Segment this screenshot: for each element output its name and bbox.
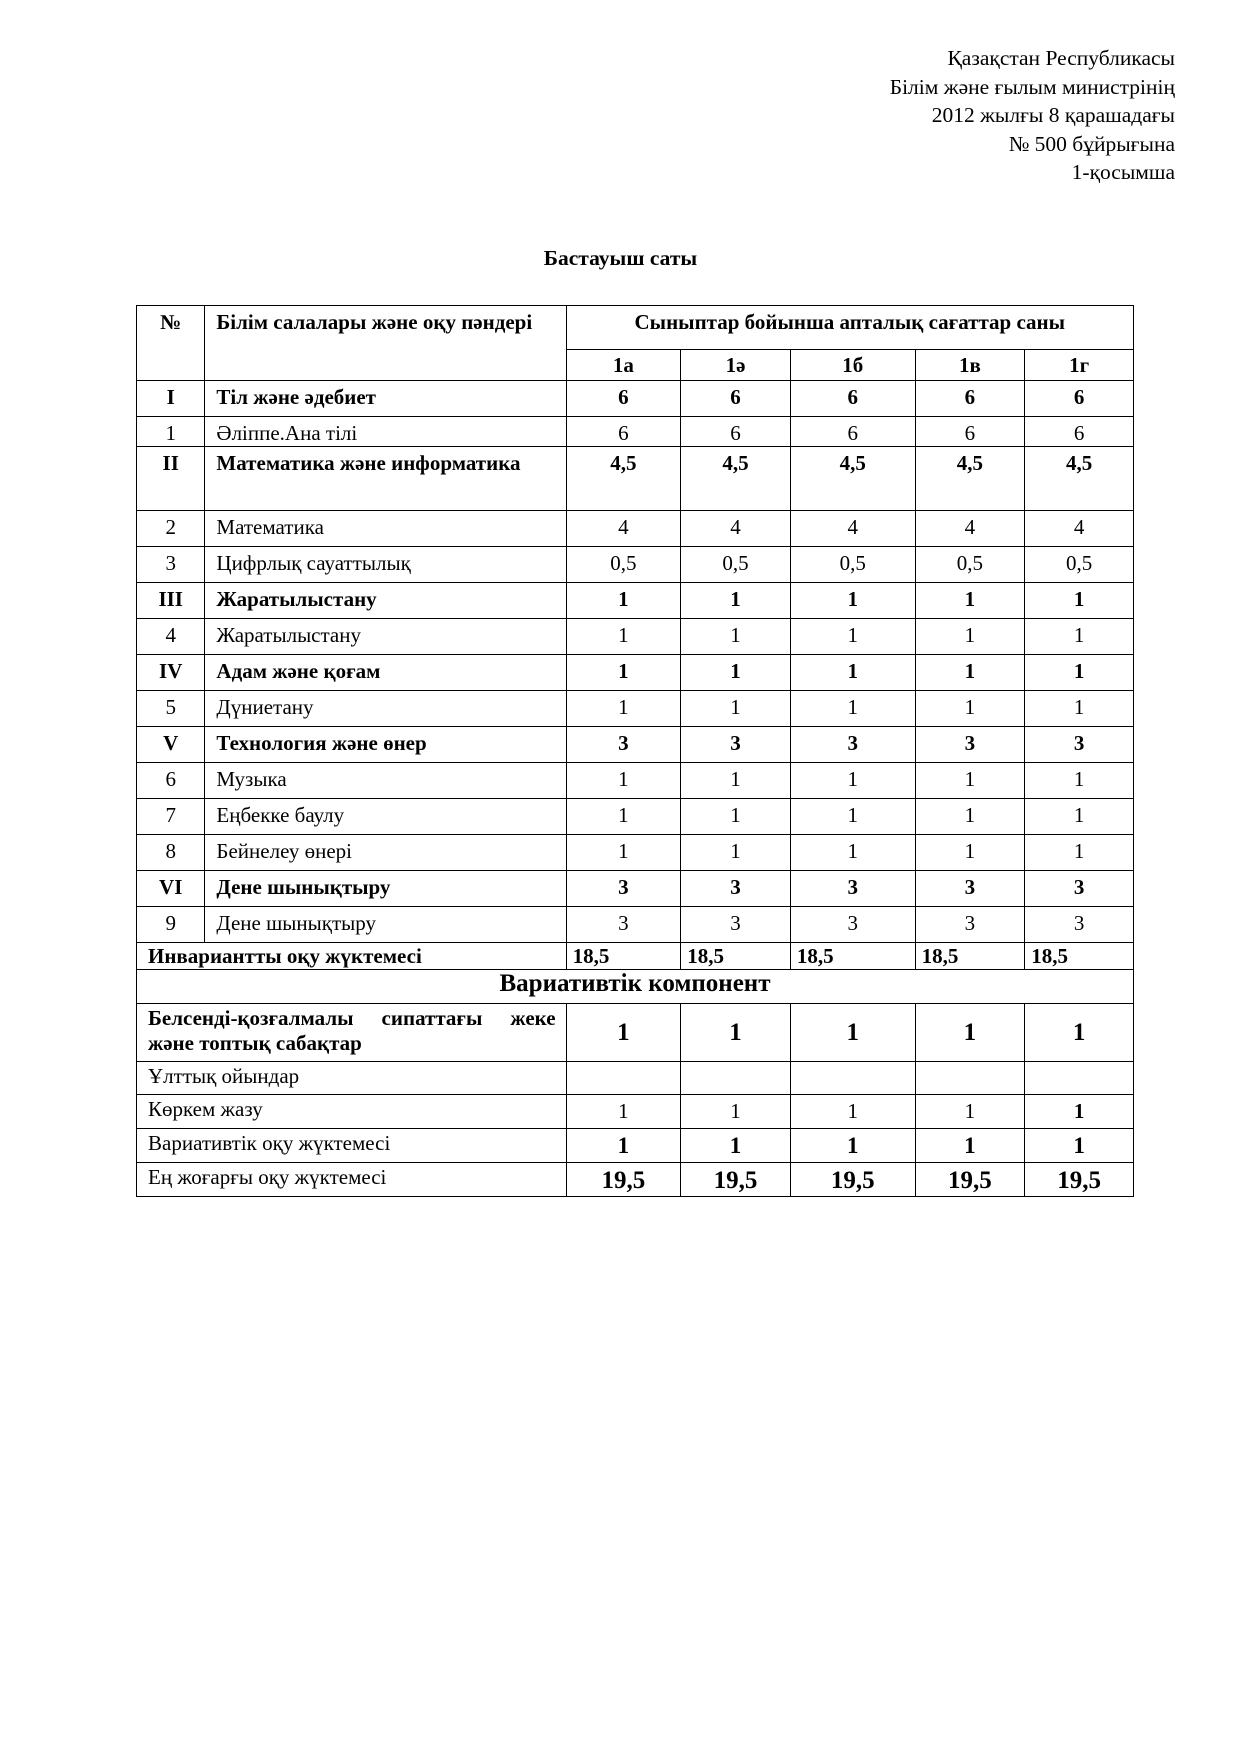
row-number: II xyxy=(137,447,205,511)
hours-cell: 4,5 xyxy=(915,447,1025,511)
hours-cell: 1 xyxy=(681,691,791,727)
invariant-total-cell: 18,5 xyxy=(790,943,915,970)
hours-cell: 6 xyxy=(915,417,1025,447)
section-row xyxy=(137,727,1134,763)
hours-cell: 3 xyxy=(790,727,915,763)
row-subject: Технология және өнер xyxy=(205,727,566,763)
hours-cell: 3 xyxy=(681,907,791,943)
class-header: 1б xyxy=(790,350,915,381)
row-number: V xyxy=(137,727,205,763)
hours-cell: 6 xyxy=(1025,381,1134,417)
row-subject: Бейнелеу өнері xyxy=(205,835,566,871)
subject-row xyxy=(137,417,1134,447)
hours-cell: 3 xyxy=(790,907,915,943)
row-subject: Жаратылыстану xyxy=(205,583,566,619)
hours-cell: 6 xyxy=(681,381,791,417)
max-total-cell: 19,5 xyxy=(790,1163,915,1197)
hours-cell: 0,5 xyxy=(566,547,681,583)
header-line: № 500 бұйрығына xyxy=(1008,131,1175,156)
variative-row-label: Көркем жазу xyxy=(137,1095,567,1129)
hours-cell: 1 xyxy=(566,583,681,619)
row-number: I xyxy=(137,381,205,417)
hours-cell: 1 xyxy=(790,835,915,871)
hours-cell: 6 xyxy=(915,381,1025,417)
hours-cell: 4,5 xyxy=(681,447,791,511)
hours-cell: 6 xyxy=(790,381,915,417)
invariant-total-cell: 18,5 xyxy=(1025,943,1134,970)
hours-cell: 1 xyxy=(790,655,915,691)
variative-total-row xyxy=(137,1129,1134,1163)
invariant-total-label: Инвариантты оқу жүктемесі xyxy=(137,943,567,970)
row-subject: Жаратылыстану xyxy=(205,619,566,655)
hours-cell: 1 xyxy=(915,655,1025,691)
document-header xyxy=(890,44,1175,187)
invariant-total-cell: 18,5 xyxy=(566,943,681,970)
hours-cell: 3 xyxy=(1025,727,1134,763)
class-header: 1г xyxy=(1025,350,1134,381)
subject-row xyxy=(137,619,1134,655)
variative-component-title: Вариативтік компонент xyxy=(137,970,1134,1004)
max-total-cell: 19,5 xyxy=(566,1163,681,1197)
class-header: 1в xyxy=(915,350,1025,381)
row-subject: Музыка xyxy=(205,763,566,799)
hours-cell: 1 xyxy=(1025,691,1134,727)
variative-hours-cell xyxy=(790,1062,915,1095)
col-subject-header: Білім салалары және оқу пәндері xyxy=(205,306,566,381)
max-total-label: Ең жоғарғы оқу жүктемесі xyxy=(137,1163,567,1197)
row-number: 5 xyxy=(137,691,205,727)
row-number: 4 xyxy=(137,619,205,655)
hours-cell: 3 xyxy=(566,727,681,763)
hours-cell: 1 xyxy=(1025,763,1134,799)
variative-total-cell: 1 xyxy=(681,1129,791,1163)
hours-cell: 1 xyxy=(790,691,915,727)
hours-cell: 1 xyxy=(915,799,1025,835)
variative-hours-cell: 1 xyxy=(1025,1095,1134,1129)
hours-cell: 1 xyxy=(790,583,915,619)
variative-hours-cell: 1 xyxy=(681,1004,791,1062)
row-subject: Тіл және әдебиет xyxy=(205,381,566,417)
col-num-header: № xyxy=(137,306,205,381)
variative-total-cell: 1 xyxy=(915,1129,1025,1163)
subject-row xyxy=(137,907,1134,943)
hours-cell: 1 xyxy=(1025,655,1134,691)
section-row xyxy=(137,381,1134,417)
hours-cell: 3 xyxy=(566,871,681,907)
max-total-cell: 19,5 xyxy=(681,1163,791,1197)
hours-cell: 1 xyxy=(915,835,1025,871)
hours-cell: 1 xyxy=(681,583,791,619)
header-line: Білім және ғылым министрінің xyxy=(889,74,1175,99)
variative-row xyxy=(137,1062,1134,1095)
hours-cell: 0,5 xyxy=(790,547,915,583)
hours-cell: 1 xyxy=(566,619,681,655)
hours-cell: 3 xyxy=(915,907,1025,943)
hours-cell: 6 xyxy=(566,381,681,417)
invariant-total-cell: 18,5 xyxy=(915,943,1025,970)
hours-cell: 1 xyxy=(681,655,791,691)
variative-row xyxy=(137,1095,1134,1129)
hours-cell: 1 xyxy=(566,655,681,691)
hours-cell: 4 xyxy=(681,511,791,547)
subject-row xyxy=(137,511,1134,547)
max-total-cell: 19,5 xyxy=(915,1163,1025,1197)
hours-cell: 1 xyxy=(790,763,915,799)
variative-hours-cell: 1 xyxy=(566,1095,681,1129)
subject-row xyxy=(137,691,1134,727)
hours-cell: 3 xyxy=(1025,871,1134,907)
section-row xyxy=(137,447,1134,511)
row-subject: Әліппе.Ана тілі xyxy=(205,417,566,447)
hours-cell: 4,5 xyxy=(1025,447,1134,511)
hours-cell: 4 xyxy=(566,511,681,547)
invariant-total-row xyxy=(137,943,1134,970)
hours-cell: 1 xyxy=(681,799,791,835)
hours-cell: 6 xyxy=(566,417,681,447)
hours-cell: 1 xyxy=(1025,619,1134,655)
hours-cell: 1 xyxy=(915,583,1025,619)
variative-hours-cell: 1 xyxy=(915,1095,1025,1129)
hours-cell: 1 xyxy=(566,799,681,835)
variative-hours-cell xyxy=(566,1062,681,1095)
row-number: 3 xyxy=(137,547,205,583)
row-number: 9 xyxy=(137,907,205,943)
row-number: 2 xyxy=(137,511,205,547)
variative-hours-cell: 1 xyxy=(1025,1004,1134,1062)
col-hours-group-header: Сыныптар бойынша апталық сағаттар саны xyxy=(566,306,1133,350)
hours-cell: 1 xyxy=(1025,835,1134,871)
row-subject: Цифрлық сауаттылық xyxy=(205,547,566,583)
subject-row xyxy=(137,763,1134,799)
variative-hours-cell: 1 xyxy=(566,1004,681,1062)
header-row xyxy=(137,306,1134,350)
row-subject: Дене шынықтыру xyxy=(205,871,566,907)
row-number: IV xyxy=(137,655,205,691)
invariant-total-cell: 18,5 xyxy=(681,943,791,970)
subject-row xyxy=(137,547,1134,583)
variative-total-cell: 1 xyxy=(1025,1129,1134,1163)
hours-cell: 3 xyxy=(790,871,915,907)
hours-cell: 3 xyxy=(915,871,1025,907)
hours-cell: 1 xyxy=(915,619,1025,655)
subject-row xyxy=(137,835,1134,871)
hours-cell: 1 xyxy=(1025,799,1134,835)
hours-cell: 0,5 xyxy=(681,547,791,583)
hours-cell: 4,5 xyxy=(790,447,915,511)
hours-cell: 4 xyxy=(1025,511,1134,547)
hours-cell: 1 xyxy=(566,835,681,871)
hours-cell: 6 xyxy=(681,417,791,447)
hours-cell: 4 xyxy=(915,511,1025,547)
row-subject: Еңбекке баулу xyxy=(205,799,566,835)
variative-hours-cell: 1 xyxy=(915,1004,1025,1062)
hours-cell: 3 xyxy=(915,727,1025,763)
document-title: Бастауыш саты xyxy=(543,246,698,270)
variative-row-label: Белсенді-қозғалмалы сипаттағы жеке және топтық сабақтар xyxy=(137,1004,567,1062)
max-total-row xyxy=(137,1163,1134,1197)
row-number: VI xyxy=(137,871,205,907)
variative-row-label: Ұлттық ойындар xyxy=(137,1062,567,1095)
variative-total-cell: 1 xyxy=(790,1129,915,1163)
variative-hours-cell xyxy=(681,1062,791,1095)
hours-cell: 6 xyxy=(1025,417,1134,447)
hours-cell: 1 xyxy=(681,619,791,655)
hours-cell: 1 xyxy=(915,763,1025,799)
variative-hours-cell: 1 xyxy=(790,1095,915,1129)
row-subject: Математика xyxy=(205,511,566,547)
row-subject: Адам және қоғам xyxy=(205,655,566,691)
hours-cell: 3 xyxy=(681,871,791,907)
section-row xyxy=(137,583,1134,619)
hours-cell: 1 xyxy=(915,691,1025,727)
row-subject: Дүниетану xyxy=(205,691,566,727)
section-row xyxy=(137,871,1134,907)
variative-hours-cell: 1 xyxy=(681,1095,791,1129)
subject-row xyxy=(137,799,1134,835)
variative-row xyxy=(137,1004,1134,1062)
header-line: Қазақстан Республикасы xyxy=(947,46,1175,70)
row-number: 6 xyxy=(137,763,205,799)
hours-cell: 1 xyxy=(681,835,791,871)
row-number: 8 xyxy=(137,835,205,871)
hours-cell: 1 xyxy=(1025,583,1134,619)
row-number: 7 xyxy=(137,799,205,835)
hours-cell: 3 xyxy=(681,727,791,763)
row-number: 1 xyxy=(137,417,205,447)
variative-total-label: Вариативтік оқу жүктемесі xyxy=(137,1129,567,1163)
curriculum-table xyxy=(136,305,1134,1197)
variative-total-cell: 1 xyxy=(566,1129,681,1163)
section-row xyxy=(137,655,1134,691)
max-total-cell: 19,5 xyxy=(1025,1163,1134,1197)
hours-cell: 0,5 xyxy=(915,547,1025,583)
hours-cell: 3 xyxy=(1025,907,1134,943)
row-number: III xyxy=(137,583,205,619)
header-line: 2012 жылғы 8 қарашадағы xyxy=(931,103,1175,127)
hours-cell: 4,5 xyxy=(566,447,681,511)
hours-cell: 1 xyxy=(566,691,681,727)
variative-hours-cell: 1 xyxy=(790,1004,915,1062)
variative-hours-cell xyxy=(1025,1062,1134,1095)
hours-cell: 1 xyxy=(790,799,915,835)
row-subject: Математика және информатика xyxy=(205,447,566,511)
hours-cell: 1 xyxy=(790,619,915,655)
hours-cell: 3 xyxy=(566,907,681,943)
hours-cell: 1 xyxy=(681,763,791,799)
class-header: 1ә xyxy=(681,350,791,381)
variative-title-row xyxy=(137,970,1134,1004)
row-subject: Дене шынықтыру xyxy=(205,907,566,943)
hours-cell: 1 xyxy=(566,763,681,799)
class-header: 1а xyxy=(566,350,681,381)
variative-hours-cell xyxy=(915,1062,1025,1095)
hours-cell: 6 xyxy=(790,417,915,447)
hours-cell: 4 xyxy=(790,511,915,547)
header-line: 1-қосымша xyxy=(1071,160,1175,184)
hours-cell: 0,5 xyxy=(1025,547,1134,583)
